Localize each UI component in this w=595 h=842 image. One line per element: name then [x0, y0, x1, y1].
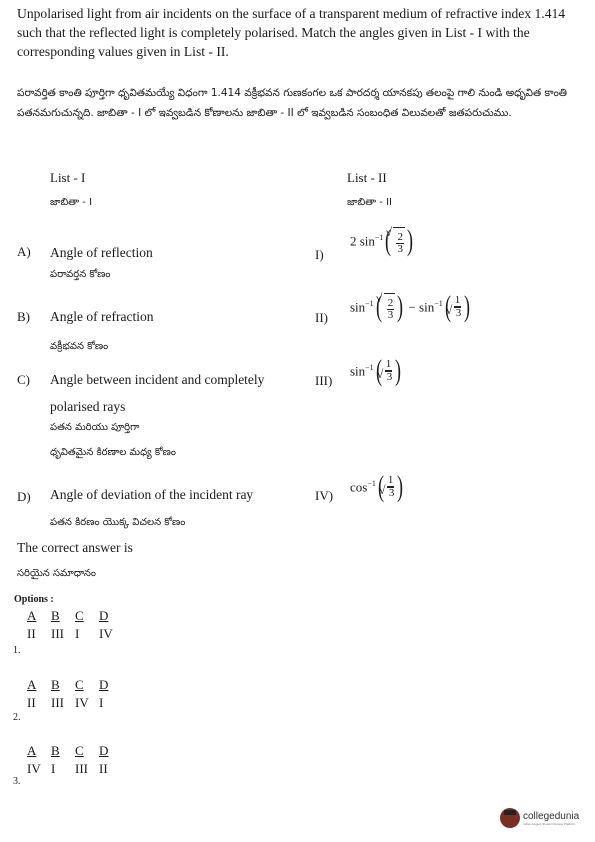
option-number: 3. — [13, 776, 21, 787]
question-telugu: పరావర్తిత కాంతి పూర్తిగా ధృవితమయ్యే విధంగా 1.414 వక్రీభవన గుణకంగల ఒక పారదర్శ యానకపు తలంపై గాలి నుండి అధృవిత కాంతి పతనమగుచున్నది. జాబితా - I లో ఇవ్వబడిన కోణాలను జాబితా - II లో ఇవ్వబడిన సంబంధిత విలువలతో జతపరుచుము. — [17, 87, 568, 119]
item-telugu: వక్రీభవన కోణం — [50, 341, 109, 352]
option-header-row: A B C D — [27, 677, 109, 692]
item-telugu-line2: ధృవితమైన కిరణాల మధ్య కోణం — [50, 447, 176, 458]
question-english: Unpolarised light from air incidents on the surface of a transparent medium of refractive index 1.414 such that the reflected light is completely polarised. Match the angles given in List - I with the corresponding values given in List - II. — [17, 6, 566, 59]
item-key: C) — [17, 372, 30, 387]
item-text: Angle of deviation of the incident ray — [50, 487, 254, 502]
option-number: 2. — [13, 712, 21, 723]
option-values-row: II III I IV — [27, 626, 113, 641]
option-header-row: A B C D — [27, 608, 109, 623]
value-expression: $\sin^{-1}$ ( √ $\frac{2}{3}$ ) − $\sin^{-1}$ ( 1 √ 3 ) — [350, 292, 472, 322]
option-2[interactable] — [27, 677, 123, 711]
collegedunia-logo — [500, 808, 579, 828]
options-title: Options : — [14, 594, 54, 605]
value-key: IV) — [315, 488, 334, 503]
item-telugu: పరావర్తన కోణం — [50, 269, 111, 280]
list2-header: List - II — [347, 170, 387, 185]
value-expression: $\sin^{-1}$ ( 1 √ 3 ) — [350, 356, 403, 386]
value-expression: 2 $\sin^{-1}$ ( √ $\frac{2}{3}$ ) — [350, 226, 415, 256]
item-text: Angle of refraction — [50, 309, 154, 324]
option-values-row: IV I III II — [27, 761, 108, 776]
logo-tagline: India's largest Student Review Platform — [523, 821, 576, 826]
list1-header: List - I — [50, 170, 86, 185]
option-values-row: II III IV I — [27, 695, 104, 710]
option-number: 1. — [13, 645, 21, 656]
item-text: Angle between incident and completely — [50, 372, 265, 387]
graduate-icon — [500, 808, 520, 828]
answer-prompt-telugu: సరియైన సమాధానం — [17, 568, 96, 579]
option-1[interactable] — [27, 608, 123, 642]
item-key: A) — [17, 244, 31, 259]
answer-prompt: The correct answer is — [17, 540, 133, 555]
logo-name: collegedunia — [523, 810, 580, 822]
item-text: Angle of reflection — [50, 245, 153, 260]
value-key: II) — [315, 310, 328, 325]
option-3[interactable] — [27, 743, 123, 777]
item-key: D) — [17, 489, 31, 504]
list1-header-telugu: జాబితా - I — [50, 197, 93, 208]
item-telugu: పతన మరియు పూర్తిగా — [50, 422, 140, 433]
list2-header-telugu: జాబితా - II — [347, 197, 392, 208]
option-header-row: A B C D — [27, 743, 109, 758]
item-text-line2: polarised rays — [50, 399, 126, 414]
value-expression: $\cos^{-1}$ ( 1 √ 3 ) — [350, 472, 405, 502]
value-key: III) — [315, 373, 333, 388]
value-key: I) — [315, 247, 324, 262]
item-key: B) — [17, 309, 30, 324]
item-telugu: పతన కిరణం యొక్క విచలన కోణం — [50, 517, 186, 528]
